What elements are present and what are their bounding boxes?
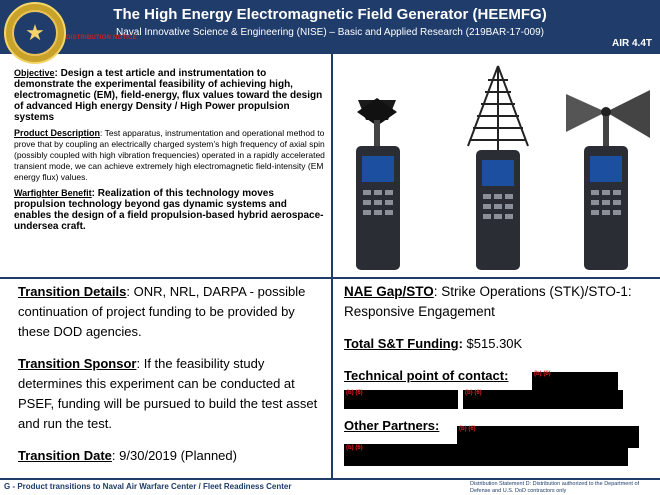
- program-info: [344, 282, 654, 436]
- warfighter-benefit-text: Realization of this technology moves propulsion technology beyond gas dynamic systems and enables the design of a field propulsion-based hybrid aerospace-undersea craft.: [14, 188, 324, 232]
- field-meters-photo: [338, 60, 656, 274]
- vertical-divider: [331, 54, 333, 478]
- distribution-mark: DISTRIBUTION NOTICE: [66, 35, 137, 41]
- warfighter-benefit-label: Warfighter Benefit: [14, 188, 92, 198]
- transition-sponsor: Transition Sponsor: If the feasibility study determines this experiment can be conducted at PSEF, funding will be pursued to build the test asset and run the test.: [18, 356, 318, 431]
- warfighter-benefit-paragraph: Warfighter Benefit: Realization of this technology moves propulsion technology beyond gas dynamic systems and enables the design of a field propulsion-based hybrid aerospace-undersea craft.: [14, 188, 324, 232]
- objective-paragraph: Objective: Design a test article and instrumentation to demonstrate the experimental feasibility of achieving high, electromagnetic (EM), field-energy, flux values toward the design of advanced High energy Density / High Power propulsion systems: [14, 68, 323, 123]
- product-description-text: Test apparatus, instrumentation and operational method to prove that by coupling an electrically charged system’s high frequency of axial spin (possibly coupled with high vibration frequencies) operated in a rapidly accelerated transient mode, we can achieve extremely high electromagnetic field-intensity (EM energy flux) values.: [14, 128, 325, 182]
- transition-details: Transition Details: ONR, NRL, DARPA - possible continuation of project funding to be provided by these DOD agencies.: [18, 284, 306, 339]
- header-bar: [0, 0, 660, 54]
- funding-amount: $515.30K: [466, 336, 523, 351]
- transition-date-label: Transition Date: [18, 448, 112, 463]
- field-meters-illustration: [338, 60, 656, 274]
- nae-gap: NAE Gap/STO: Strike Operations (STK)/STO-1: Responsive Engagement: [344, 284, 632, 319]
- footer-text: G - Product transitions to Naval Air Warfare Center / Fleet Readiness Center: [4, 482, 292, 491]
- antenna-2-icon: [468, 66, 528, 150]
- redaction-label: (b) (6): [459, 426, 476, 432]
- transition-details-text: ONR, NRL, DARPA - possible continuation of project funding to be provided by these DOD agencies.: [18, 284, 306, 339]
- transition-date: Transition Date: 9/30/2019 (Planned): [18, 448, 237, 463]
- redaction-label: (b) (6): [465, 390, 482, 396]
- redaction-box: [344, 444, 628, 466]
- transition-sponsor-text: If the feasibility study determines this experiment can be conducted at PSEF, funding will be pursued to build the test asset and run the test.: [18, 356, 318, 431]
- project-summary: [14, 68, 326, 237]
- antenna-3-icon: [566, 90, 650, 146]
- funding: Total S&T Funding: $515.30K: [344, 336, 523, 351]
- page-subtitle: Naval Innovative Science & Engineering (NISE) – Basic and Applied Research (219BAR-17-009): [115, 27, 544, 38]
- transition-date-text: 9/30/2019 (Planned): [119, 448, 237, 463]
- redaction-label: (b) (6): [346, 390, 363, 396]
- redaction-box: [463, 390, 623, 409]
- objective-text: Design a test article and instrumentation to demonstrate the experimental feasibility of achieving high, electromagnetic (EM), field-energy, flux values toward the design of advanced High energy Density / High Power propulsion systems: [14, 68, 323, 123]
- other-partners-label: Other Partners:: [344, 418, 440, 433]
- transition-sponsor-label: Transition Sponsor: [18, 356, 137, 371]
- redaction-label: (b) (6): [534, 371, 551, 377]
- navy-seal-icon: ★: [4, 2, 66, 64]
- horizontal-divider: [0, 277, 660, 279]
- transition-info: [18, 282, 326, 478]
- footer-divider: [0, 478, 660, 480]
- product-description-label: Product Description: [14, 128, 101, 138]
- transition-details-label: Transition Details: [18, 284, 127, 299]
- distribution-statement: Distribution Statement D: Distribution authorized to the Department of Defense and U.S. DoD contractors only: [470, 481, 640, 494]
- objective-label: Objective: [14, 68, 55, 78]
- redaction-label: (b) (6): [346, 445, 363, 451]
- page-title: The High Energy Electromagnetic Field Generator (HEEMFG): [113, 6, 547, 23]
- nae-gap-text: Strike Operations (STK)/STO-1: Responsive Engagement: [344, 284, 632, 319]
- technical-poc-label: Technical point of contact:: [344, 368, 509, 383]
- funding-label: Total S&T Funding: [344, 336, 459, 351]
- org-code: AIR 4.4T: [611, 38, 652, 49]
- product-description-paragraph: Product Description: Test apparatus, instrumentation and operational method to prove that by coupling an electrically charged system’s high frequency of axial spin (possibly coupled with high vibration frequencies) operated in a rapidly accelerated transient mode, we can achieve extremely high electromagnetic field-intensity (EM energy flux) values.: [14, 128, 325, 182]
- nae-gap-label: NAE Gap/STO: [344, 284, 434, 299]
